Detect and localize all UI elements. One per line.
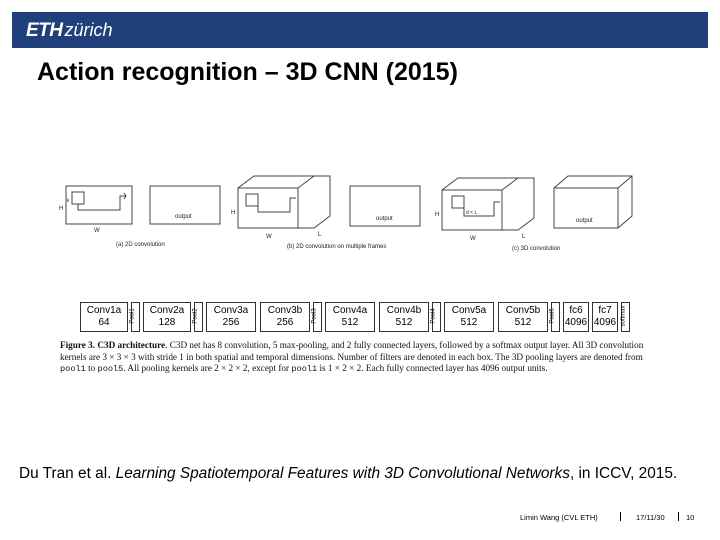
label-w-c: W	[470, 236, 476, 242]
footer-date: 17/11/30	[636, 513, 665, 522]
eth-zurich-logo	[26, 19, 113, 42]
layer-box: Conv3b 256	[260, 302, 310, 332]
label-d-lt-l: d < L	[466, 210, 478, 216]
diagram-2d-convolution	[66, 186, 220, 224]
reference-venue: , in ICCV, 2015.	[569, 465, 678, 482]
caption-c: (c) 3D convolution	[512, 246, 561, 252]
conv-arrow	[78, 196, 126, 210]
caption-a: (a) 2D convolution	[116, 242, 165, 248]
caption-fig-label: Figure 3.	[60, 340, 96, 350]
kernel-box	[72, 192, 84, 204]
layer-box: Conv4a 512	[325, 302, 375, 332]
layer-box: Conv5a 512	[444, 302, 494, 332]
diagram-2d-multiframe	[238, 176, 420, 228]
label-w-b: W	[266, 234, 272, 240]
pool-box: Pool2	[194, 302, 203, 332]
layer-box: fc7 4096	[592, 302, 618, 332]
caption-bold: C3D architecture	[97, 340, 166, 350]
footer-separator	[620, 512, 621, 521]
label-h-b: H	[231, 210, 236, 216]
label-w-a: W	[94, 228, 100, 234]
layer-box: Conv5b 512	[498, 302, 548, 332]
logo-zurich-text: zürich	[64, 20, 113, 40]
header-bar	[12, 12, 708, 48]
layer-box: Conv2a 128	[143, 302, 191, 332]
pool-box: Pool5	[551, 302, 560, 332]
label-output-a: output	[175, 214, 192, 220]
label-l-c: L	[522, 234, 526, 240]
diagram-3d-convolution	[442, 176, 632, 230]
layer-box: Conv4b 512	[379, 302, 429, 332]
label-h-a: H	[59, 206, 64, 212]
label-output-b: output	[376, 216, 393, 222]
logo-eth-text: ETH	[26, 20, 63, 41]
layer-box: Conv3a 256	[206, 302, 256, 332]
convolution-diagram	[50, 168, 650, 298]
label-h-c: H	[435, 212, 440, 218]
paper-reference	[19, 465, 677, 483]
pool-box: Pool1	[131, 302, 140, 332]
label-output-c: output	[576, 218, 593, 224]
layer-box: Conv1a 64	[80, 302, 128, 332]
c3d-figure	[50, 168, 650, 388]
softmax-box: softmax	[621, 302, 630, 332]
slide-title: Action recognition – 3D CNN (2015)	[37, 58, 458, 86]
layer-box: fc6 4096	[563, 302, 589, 332]
page-number: 10	[686, 513, 695, 522]
pool-box: Pool3	[313, 302, 322, 332]
label-k-a: k	[67, 198, 70, 204]
figure-caption: Figure 3. C3D architecture. C3D net has 8 convolution, 5 max-pooling, and 2 fully connected layers, followed by a softmax output layer. All 3D convolution kernels are 3 × 3 × 3 with stride 1 in both spatial and temporal dimensions. Number of filters are denoted in each box. The 3D pooling layers are denoted from pool1 to pool5. All pooling kernels are 2 × 2 × 2, except for pool1 is 1 × 2 × 2. Each fully connected layer has 4096 output units.	[60, 340, 644, 374]
reference-title: Learning Spatiotemporal Features with 3D Convolutional Networks	[115, 465, 570, 482]
reference-authors: Du Tran et al.	[19, 465, 116, 482]
label-l-b: L	[318, 232, 322, 238]
footer-separator	[678, 512, 679, 521]
footer-author: Limin Wang (CVL ETH)	[520, 513, 598, 522]
pool-box: Pool4	[432, 302, 441, 332]
caption-b: (b) 2D convolution on multiple frames	[287, 244, 387, 250]
